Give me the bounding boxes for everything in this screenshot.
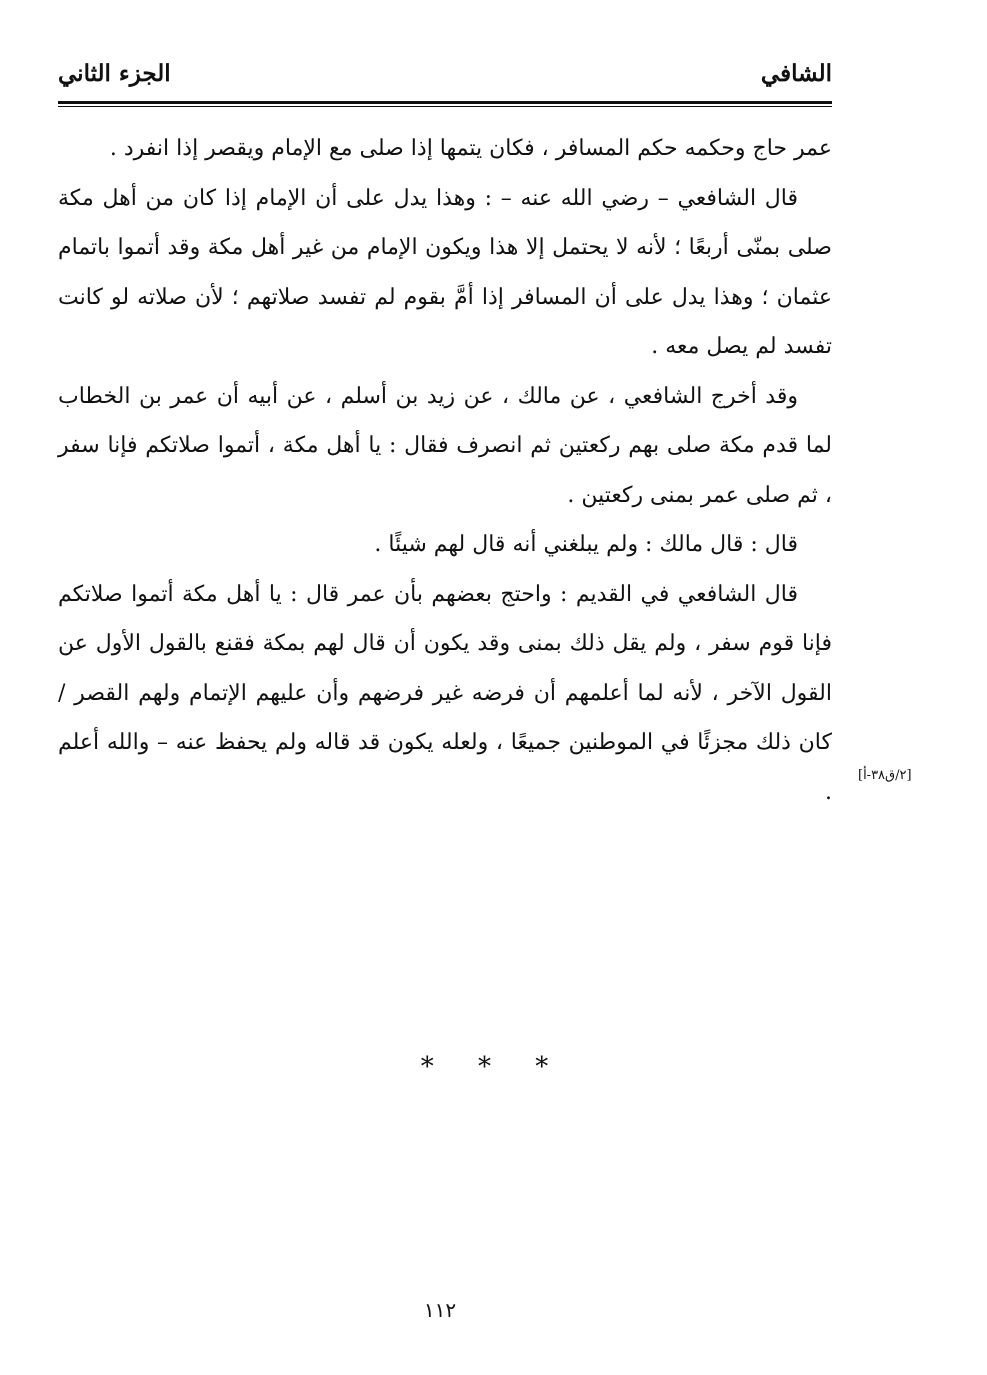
manuscript-folio-note: [٢/ق٣٨-أ] bbox=[858, 768, 912, 783]
volume-label: الجزء الثاني bbox=[58, 60, 171, 87]
book-title: الشافي bbox=[760, 60, 832, 87]
page-number: ١١٢ bbox=[423, 1298, 457, 1322]
body-text bbox=[58, 124, 832, 817]
paragraph-4: قال : قال مالك : ولم يبلغني أنه قال لهم شيئًا . bbox=[374, 532, 798, 557]
paragraph-1: عمر حاج وحكمه حكم المسافر ، فكان يتمها إذا صلى مع الإمام ويقصر إذا انفرد . bbox=[109, 136, 832, 161]
section-separator: * * * bbox=[420, 1052, 567, 1082]
running-header bbox=[58, 58, 832, 98]
paragraph-5: قال الشافعي في القديم : واحتج بعضهم بأن عمر قال : يا أهل مكة أتموا صلاتكم فإنا قوم سفر ، ولم يقل ذلك بمنى وقد يكون أن قال لهم بمكة فقنع بالقول الأول عن القول الآخر ، لأنه لما أعلمهم أن فرضه غير فرضهم وأن عليهم الإتمام ولهم القصر / كان ذلك مجزئًا في الموطنين جميعًا ، ولعله يكون قد قاله ولم يحفظ عنه – والله أعلم . bbox=[58, 581, 832, 805]
paragraph-3: وقد أخرج الشافعي ، عن مالك ، عن زيد بن أسلم ، عن أبيه أن عمر بن الخطاب لما قدم مكة صلى بهم ركعتين ثم انصرف فقال : يا أهل مكة ، أتموا صلاتكم فإنا سفر ، ثم صلى عمر بمنى ركعتين . bbox=[58, 383, 832, 508]
paragraph-2: قال الشافعي – رضي الله عنه – : وهذا يدل على أن الإمام إذا كان من أهل مكة صلى بمنّى أربعًا ؛ لأنه لا يحتمل إلا هذا ويكون الإمام من غير أهل مكة وقد أتموا باتمام عثمان ؛ وهذا يدل على أن المسافر إذا أمَّ بقوم لم تفسد صلاتهم ؛ لأن صلاته لو كانت تفسد لم يصل معه . bbox=[58, 185, 832, 359]
header-rule bbox=[58, 101, 832, 107]
